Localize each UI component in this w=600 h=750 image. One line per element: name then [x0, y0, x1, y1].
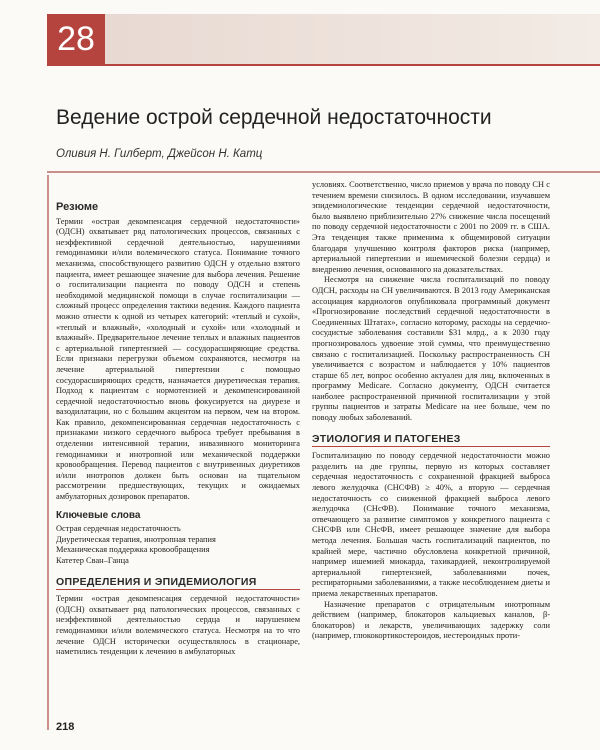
header-band [105, 14, 600, 64]
chapter-number-badge: 28 [47, 14, 105, 64]
epidemiology-paragraph-2: Несмотря на снижение числа госпитализаций по поводу ОДСН, расходы на СН увеличиваются. В 2013 году Американская ассоциация кардиологов опубликовала программный документ «Прогнозирование последствий сердечной недостаточности в Соединенных Штатах», согласно которому, расходы на сердечно-сосудистые заболевания составили $31 млрд., а к 2030 году прогнозировалось удвоение этой суммы, что преимущественно связано с госпитализацией. Поскольку распространенность СН увеличивается с возрастом и наблюдается у 10% пациентов старше 65 лет, вопрос особенно актуален для лиц, включенных в программу Medicare. Согласно документу, ОДСН считается наиболее распространенной причиной госпитализации у этой группы пациентов и затраты Medicare на нее больше, чем по поводу любых заболеваний. [312, 275, 550, 423]
title-rule [47, 171, 600, 173]
etiology-paragraph-1: Госпитализацию по поводу сердечной недостаточности можно разделить на две группы, первую из которых составляет сердечная недостаточность с сохраненной фракцией выброса левого желудочка (СНСФВ) ≥ 40%, а вторую — сердечная недостаточность со сниженной фракцией выброса левого желудочка (СНсФВ). Понимание точного механизма, отвечающего за развитие симптомов у конкретного пациента с СНСФВ или СНсФВ, имеет решающее значение для выбора метода лечения. Большая часть госпитализаций пациентов, по крайней мере, частично обусловлена конкретной причиной, например ишемией миокарда, тахикардией, неконтролируемой артериальной гипертензией, заболеваниями почек, респираторными заболеваниями, а также несоблюдением диеты и приема лекарственных препаратов. [312, 451, 550, 598]
resume-text: Термин «острая декомпенсация сердечной недостаточности» (ОДСН) охватывает ряд патологических процессов, связанных с неэффективной сердечной деятельностью, нарушениями гемодинамики и/или волемического статуса. Понимание точного механизма, способствующего развитию ОДСН у отдельно взятого пациента, имеет решающее значение для выбора лечения. Решение о госпитализации пациента по поводу ОДСН и степень необходимой медицинской помощи в случае госпитализации — сложный процесс определения тактики ведения. Каждого пациента можно отнести к одной из четырех категорий: «теплый и сухой», «теплый и влажный», «холодный и сухой» или «холодный и влажный». Предварительное лечение теплых и влажных пациентов с артериальной гипертензией — сосудорасширяющие средства. Если признаки перегрузки объемом сохраняются, несмотря на лечение артериальной гипертензии с помощью сосудорасширяющих средств, назначается диуретическая терапия. Подход к пациентам с нормотензией и декомпенсированной сердечной недостаточностью вновь фокусируется на диурезе и вазодилатации, но с большим акцентом на первом, чем на втором. Как правило, декомпенсированная сердечная недостаточность с признаками низкого сердечного выброса требует пребывания в отделении интенсивной терапии, инвазивного мониторинга гемодинамики и инотропной или механической поддержки кровообращения. Перевод пациентов с внутривенных диуретиков и/или инотропов должен быть основан на тщательном рассмотрении предшествующих, текущих и ожидаемых амбулаторных дозировок препаратов. [56, 216, 300, 502]
etiology-paragraph-2: Назначение препаратов с отрицательным инотропным действием (например, блокаторов кальциевых каналов, β-блокаторов) и лекарств, увеличивающих задержку соли (например, глюкокортикостероидов, нестероидных проти- [312, 599, 550, 641]
keyword-item: Острая сердечная недостаточность [56, 524, 181, 534]
left-column [56, 180, 300, 658]
epidemiology-paragraph-1: условиях. Соответственно, число приемов у врача по поводу СН с течением времени снизилось. В одном исследовании, изучавшем эпидемиологические тенденции сердечной недостаточности, было выявлено приблизительно 27% снижение числа посещений по поводу сердечной недостаточности с 2001 по 2009 гг. в США. Эта тенденция также применима к общемировой ситуации благодаря улучшению контроля факторов риска (например, артериальной гипертензии и ишемической болезни сердца) и внедрению лечения, основанного на доказательствах. [312, 180, 550, 274]
definitions-text: Термин «острая декомпенсация сердечной недостаточности» (ОДСН) охватывает ряд патологических процессов, связанных с неэффективной деятельностью сердца и нарушением гемодинамики и/или волемического статуса. Несмотря на то что лечение ОДСН исторически осуществлялось в стационаре, наметились тенденции к лечению в амбулаторных [56, 594, 300, 657]
etiology-heading: ЭТИОЛОГИЯ И ПАТОГЕНЕЗ [312, 434, 550, 448]
keywords-list [56, 524, 300, 566]
header-rule [47, 64, 600, 66]
resume-heading: Резюме [56, 201, 99, 213]
keyword-item: Механическая поддержка кровообращения [56, 545, 210, 555]
keyword-item: Диуретическая терапия, инотропная терапия [56, 534, 216, 544]
margin-rule [47, 175, 49, 730]
definitions-heading: ОПРЕДЕЛЕНИЯ И ЭПИДЕМИОЛОГИЯ [56, 577, 300, 591]
page-number: 218 [56, 721, 75, 733]
chapter-authors: Оливия Н. Гилберт, Джейсон Н. Катц [56, 148, 263, 160]
keyword-item: Катетер Сван–Ганца [56, 556, 129, 565]
right-column [312, 180, 550, 642]
keywords-heading: Ключевые слова [56, 509, 141, 521]
chapter-title: Ведение острой сердечной недостаточности [56, 106, 492, 129]
